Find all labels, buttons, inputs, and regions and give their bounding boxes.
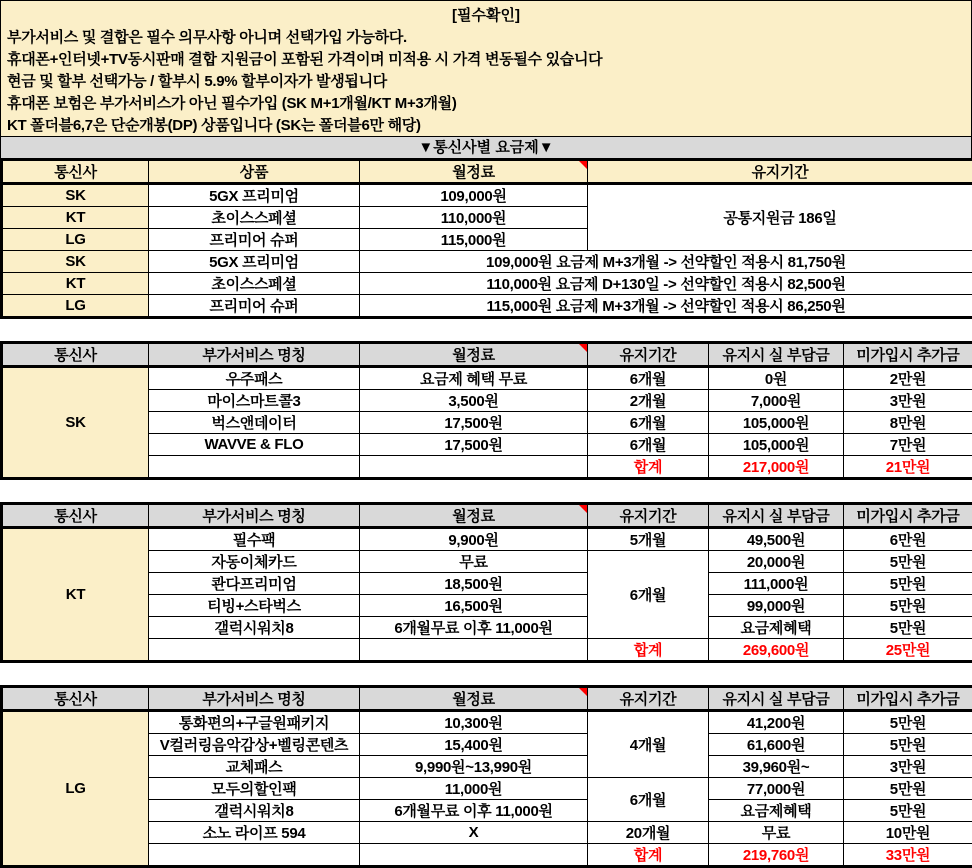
header-monthly-fee [360,343,588,367]
sk-addon-table [0,341,972,480]
discount-row [2,251,972,273]
extra-cell: 5만원 [844,800,972,822]
carrier-cell: LG [2,295,149,318]
addon-name-cell: 티빙+스타벅스 [149,595,360,617]
extra-cell: 5만원 [844,617,972,639]
notice-line: 현금 및 할부 선택가능 / 할부시 5.9% 할부이자가 발생됩니다 [1,71,971,93]
comment-marker-icon [579,505,587,513]
addon-name-cell: WAVVE & FLO [149,434,360,456]
extra-cell: 5만원 [844,551,972,573]
header-period: 유지기간 [588,343,709,367]
notice-line: KT 폴더블6,7은 단순개봉(DP) 상품입니다 (SK는 폴더블6만 해당) [1,115,971,137]
cost-cell: 7,000원 [709,390,844,412]
addon-name-cell: 소노 라이프 594 [149,822,360,844]
header-carrier: 통신사 [2,504,149,528]
addon-header-row [2,687,972,711]
total-label-cell: 합계 [588,639,709,662]
carrier-cell: SK [2,251,149,273]
product-cell: 프리미어 슈퍼 [149,295,360,318]
fee-cell: 115,000원 [360,229,588,251]
period-cell: 6개월 [588,778,709,822]
header-keep-cost: 유지시 실 부담금 [709,687,844,711]
discount-detail-cell: 110,000원 요금제 D+130일 -> 선약할인 적용시 82,500원 [360,273,972,295]
addon-name-cell: 갤럭시워치8 [149,617,360,639]
addon-name-cell: 통화편의+구글원패키지 [149,711,360,734]
carrier-cell: LG [2,229,149,251]
empty-cell [360,456,588,479]
header-keep-cost: 유지시 실 부담금 [709,504,844,528]
period-cell: 5개월 [588,528,709,551]
addon-row [2,711,972,734]
notice-line: 휴대폰 보험은 부가서비스가 아닌 필수가입 (SK M+1개월/KT M+3개월) [1,93,971,115]
addon-row [2,367,972,390]
header-monthly-fee-label: 월정료 [452,164,495,181]
extra-cell: 3만원 [844,756,972,778]
cost-cell: 41,200원 [709,711,844,734]
header-addon-name: 부가서비스 명칭 [149,687,360,711]
carrier-cell: LG [2,711,149,867]
plan-row [2,184,972,207]
addon-name-cell: 마이스마트콜3 [149,390,360,412]
lg-addon-table [0,685,972,868]
comment-marker-icon [579,688,587,696]
header-monthly-fee [360,687,588,711]
notice-box [0,0,972,137]
fee-cell: 6개월무료 이후 11,000원 [360,800,588,822]
addon-name-cell: 모두의할인팩 [149,778,360,800]
discount-detail-cell: 109,000원 요금제 M+3개월 -> 선약할인 적용시 81,750원 [360,251,972,273]
spacer [0,319,972,341]
cost-cell: 무료 [709,822,844,844]
cost-cell: 39,960원~ [709,756,844,778]
total-label-cell: 합계 [588,844,709,867]
addon-name-cell: 필수팩 [149,528,360,551]
fee-cell: 109,000원 [360,184,588,207]
addon-header-row [2,343,972,367]
section-title: ▼통신사별 요금제▼ [0,137,972,158]
extra-cell: 2만원 [844,367,972,390]
header-keep-cost: 유지시 실 부담금 [709,343,844,367]
cost-cell: 105,000원 [709,434,844,456]
header-period: 유지기간 [588,687,709,711]
extra-cell: 5만원 [844,595,972,617]
cost-cell: 요금제혜택 [709,800,844,822]
fee-cell: 6개월무료 이후 11,000원 [360,617,588,639]
extra-cell: 5만원 [844,734,972,756]
fee-cell: 11,000원 [360,778,588,800]
header-period: 유지기간 [588,504,709,528]
header-carrier: 통신사 [2,343,149,367]
addon-name-cell: 갤럭시워치8 [149,800,360,822]
carrier-cell: KT [2,528,149,662]
comment-marker-icon [579,344,587,352]
header-monthly-fee-label: 월정료 [452,691,495,708]
spacer [0,480,972,502]
carrier-cell: SK [2,367,149,479]
total-cost-cell: 269,600원 [709,639,844,662]
header-addon-name: 부가서비스 명칭 [149,343,360,367]
empty-cell [360,639,588,662]
header-no-join-extra: 미가입시 추가금 [844,343,972,367]
spacer [0,663,972,685]
fee-cell: 17,500원 [360,434,588,456]
period-cell: 2개월 [588,390,709,412]
extra-cell: 5만원 [844,573,972,595]
addon-name-cell: 자동이체카드 [149,551,360,573]
extra-cell: 5만원 [844,778,972,800]
notice-line: 휴대폰+인터넷+TV동시판매 결합 지원금이 포함된 가격이며 미적용 시 가격 변동될수 있습니다 [1,49,971,71]
addon-name-cell: V컬러링음악감상+벨링콘텐츠 [149,734,360,756]
extra-cell: 7만원 [844,434,972,456]
period-cell: 6개월 [588,412,709,434]
fee-cell: 9,900원 [360,528,588,551]
cost-cell: 0원 [709,367,844,390]
carrier-cell: KT [2,273,149,295]
discount-row [2,273,972,295]
product-cell: 프리미어 슈퍼 [149,229,360,251]
product-cell: 초이스스페셜 [149,207,360,229]
comment-marker-icon [579,161,587,169]
total-cost-cell: 219,760원 [709,844,844,867]
notice-title: [필수확인] [1,4,971,27]
carrier-cell: KT [2,207,149,229]
header-monthly-fee [360,160,588,184]
addon-row [2,528,972,551]
header-product: 상품 [149,160,360,184]
cost-cell: 요금제혜택 [709,617,844,639]
header-monthly-fee [360,504,588,528]
kt-addon-table [0,502,972,663]
carrier-plans-table [0,158,972,319]
fee-cell: 10,300원 [360,711,588,734]
extra-cell: 8만원 [844,412,972,434]
cost-cell: 49,500원 [709,528,844,551]
header-monthly-fee-label: 월정료 [452,347,495,364]
header-no-join-extra: 미가입시 추가금 [844,504,972,528]
cost-cell: 61,600원 [709,734,844,756]
product-cell: 5GX 프리미엄 [149,251,360,273]
cost-cell: 20,000원 [709,551,844,573]
fee-cell: 18,500원 [360,573,588,595]
fee-cell: X [360,822,588,844]
cost-cell: 77,000원 [709,778,844,800]
discount-row [2,295,972,318]
total-extra-cell: 21만원 [844,456,972,479]
header-period: 유지기간 [588,160,972,184]
extra-cell: 5만원 [844,711,972,734]
total-extra-cell: 25만원 [844,639,972,662]
extra-cell: 10만원 [844,822,972,844]
discount-detail-cell: 115,000원 요금제 M+3개월 -> 선약할인 적용시 86,250원 [360,295,972,318]
header-addon-name: 부가서비스 명칭 [149,504,360,528]
period-cell: 6개월 [588,434,709,456]
addon-name-cell: 교체패스 [149,756,360,778]
product-cell: 5GX 프리미엄 [149,184,360,207]
fee-cell: 16,500원 [360,595,588,617]
addon-header-row [2,504,972,528]
cost-cell: 105,000원 [709,412,844,434]
header-carrier: 통신사 [2,687,149,711]
empty-cell [149,456,360,479]
period-cell: 4개월 [588,711,709,778]
period-cell: 20개월 [588,822,709,844]
extra-cell: 6만원 [844,528,972,551]
empty-cell [149,639,360,662]
fee-cell: 요금제 혜택 무료 [360,367,588,390]
product-cell: 초이스스페셜 [149,273,360,295]
fee-cell: 15,400원 [360,734,588,756]
empty-cell [149,844,360,867]
header-monthly-fee-label: 월정료 [452,508,495,525]
addon-name-cell: 콴다프리미엄 [149,573,360,595]
plans-header-row [2,160,972,184]
notice-line: 부가서비스 및 결합은 필수 의무사항 아니며 선택가입 가능하다. [1,27,971,49]
total-label-cell: 합계 [588,456,709,479]
cost-cell: 111,000원 [709,573,844,595]
fee-cell: 17,500원 [360,412,588,434]
support-note-cell: 공통지원금 186일 [588,184,972,251]
addon-name-cell: 벅스앤데이터 [149,412,360,434]
cost-cell: 99,000원 [709,595,844,617]
period-cell: 6개월 [588,367,709,390]
total-cost-cell: 217,000원 [709,456,844,479]
extra-cell: 3만원 [844,390,972,412]
header-carrier: 통신사 [2,160,149,184]
fee-cell: 110,000원 [360,207,588,229]
fee-cell: 3,500원 [360,390,588,412]
header-no-join-extra: 미가입시 추가금 [844,687,972,711]
addon-name-cell: 우주패스 [149,367,360,390]
fee-cell: 9,990원~13,990원 [360,756,588,778]
total-extra-cell: 33만원 [844,844,972,867]
empty-cell [360,844,588,867]
period-cell: 6개월 [588,551,709,639]
carrier-cell: SK [2,184,149,207]
fee-cell: 무료 [360,551,588,573]
